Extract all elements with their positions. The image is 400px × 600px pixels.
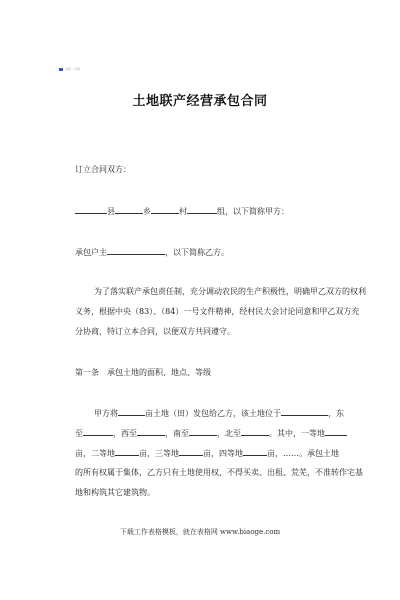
party-b-prefix: 承包户主: [75, 248, 107, 257]
article-1-line-1: [94, 407, 344, 419]
logo-icon: [59, 68, 63, 71]
county-blank[interactable]: [75, 205, 107, 214]
group-blank[interactable]: [187, 205, 217, 214]
page-footer[interactable]: 下载工作表格模板，就在表格网 www.biaoge.com: [119, 528, 281, 536]
article-1-text: 亩，三等地: [139, 449, 179, 458]
area-blank[interactable]: [118, 407, 145, 416]
article-1-text: 亩土地（田）发包给乙方，该土地位于: [145, 409, 281, 418]
article-1-heading: 第一条 承包土地的面积、地点、等级: [75, 368, 211, 377]
township-suffix: 乡: [143, 207, 151, 216]
east-boundary-blank[interactable]: [83, 427, 113, 436]
west-boundary-blank[interactable]: [137, 427, 165, 436]
article-1-text: 甲方将: [94, 409, 118, 418]
logo-text: 文档 · 合同: [65, 67, 80, 71]
parties-label-text: 订立合同双方：: [75, 165, 131, 174]
article-1-text: ，北至: [217, 429, 241, 438]
preamble-line-2: 义务，根据中央（83）、（84）一号文件精神，经村民大会讨论同意和甲乙双方充: [75, 307, 360, 316]
village-blank[interactable]: [151, 205, 179, 214]
grade-3-blank[interactable]: [179, 447, 203, 456]
article-1-line-5: 地和构筑其它建筑物。: [75, 488, 155, 497]
grade-1-blank[interactable]: [325, 427, 347, 436]
household-head-blank[interactable]: [107, 246, 165, 255]
header-logo: [59, 68, 80, 71]
south-boundary-blank[interactable]: [189, 427, 217, 436]
article-1-text: ，东: [328, 409, 344, 418]
group-suffix: 组，以下简称甲方：: [217, 207, 289, 216]
article-1-text: 亩，……。承包土地: [267, 449, 339, 458]
article-1-text: 至: [75, 429, 83, 438]
article-1-text: 亩，四等地: [203, 449, 243, 458]
grade-4-blank[interactable]: [243, 447, 267, 456]
article-1-text: ，南至: [165, 429, 189, 438]
document-title: 土地联产经营承包合同: [132, 94, 268, 109]
party-a-line: [75, 205, 289, 217]
article-1-text: 。其中，一等地: [269, 429, 325, 438]
village-suffix: 村: [179, 207, 187, 216]
article-1-line-4: 的所有权属于集体，乙方只有土地使用权，不得买卖、出租、荒芜，不准转作宅基: [75, 468, 363, 477]
article-1-line-2: [75, 427, 347, 439]
grade-2-blank[interactable]: [115, 447, 139, 456]
article-1-text: 亩，二等地: [75, 449, 115, 458]
township-blank[interactable]: [115, 205, 143, 214]
north-boundary-blank[interactable]: [241, 427, 269, 436]
article-1-text: ，西至: [113, 429, 137, 438]
county-suffix: 县: [107, 207, 115, 216]
parties-label: [75, 164, 131, 175]
location-blank[interactable]: [281, 407, 328, 416]
party-b-suffix: ，以下简称乙方。: [165, 248, 229, 257]
party-b-line: [75, 246, 229, 258]
preamble-line-3: 分协商，特订立本合同，以便双方共同遵守。: [75, 327, 235, 336]
article-1-line-3: [75, 447, 339, 459]
preamble-line-1: 为了落实联产承包责任制，充分调动农民的生产积极性，明确甲乙双方的权利: [94, 287, 366, 296]
